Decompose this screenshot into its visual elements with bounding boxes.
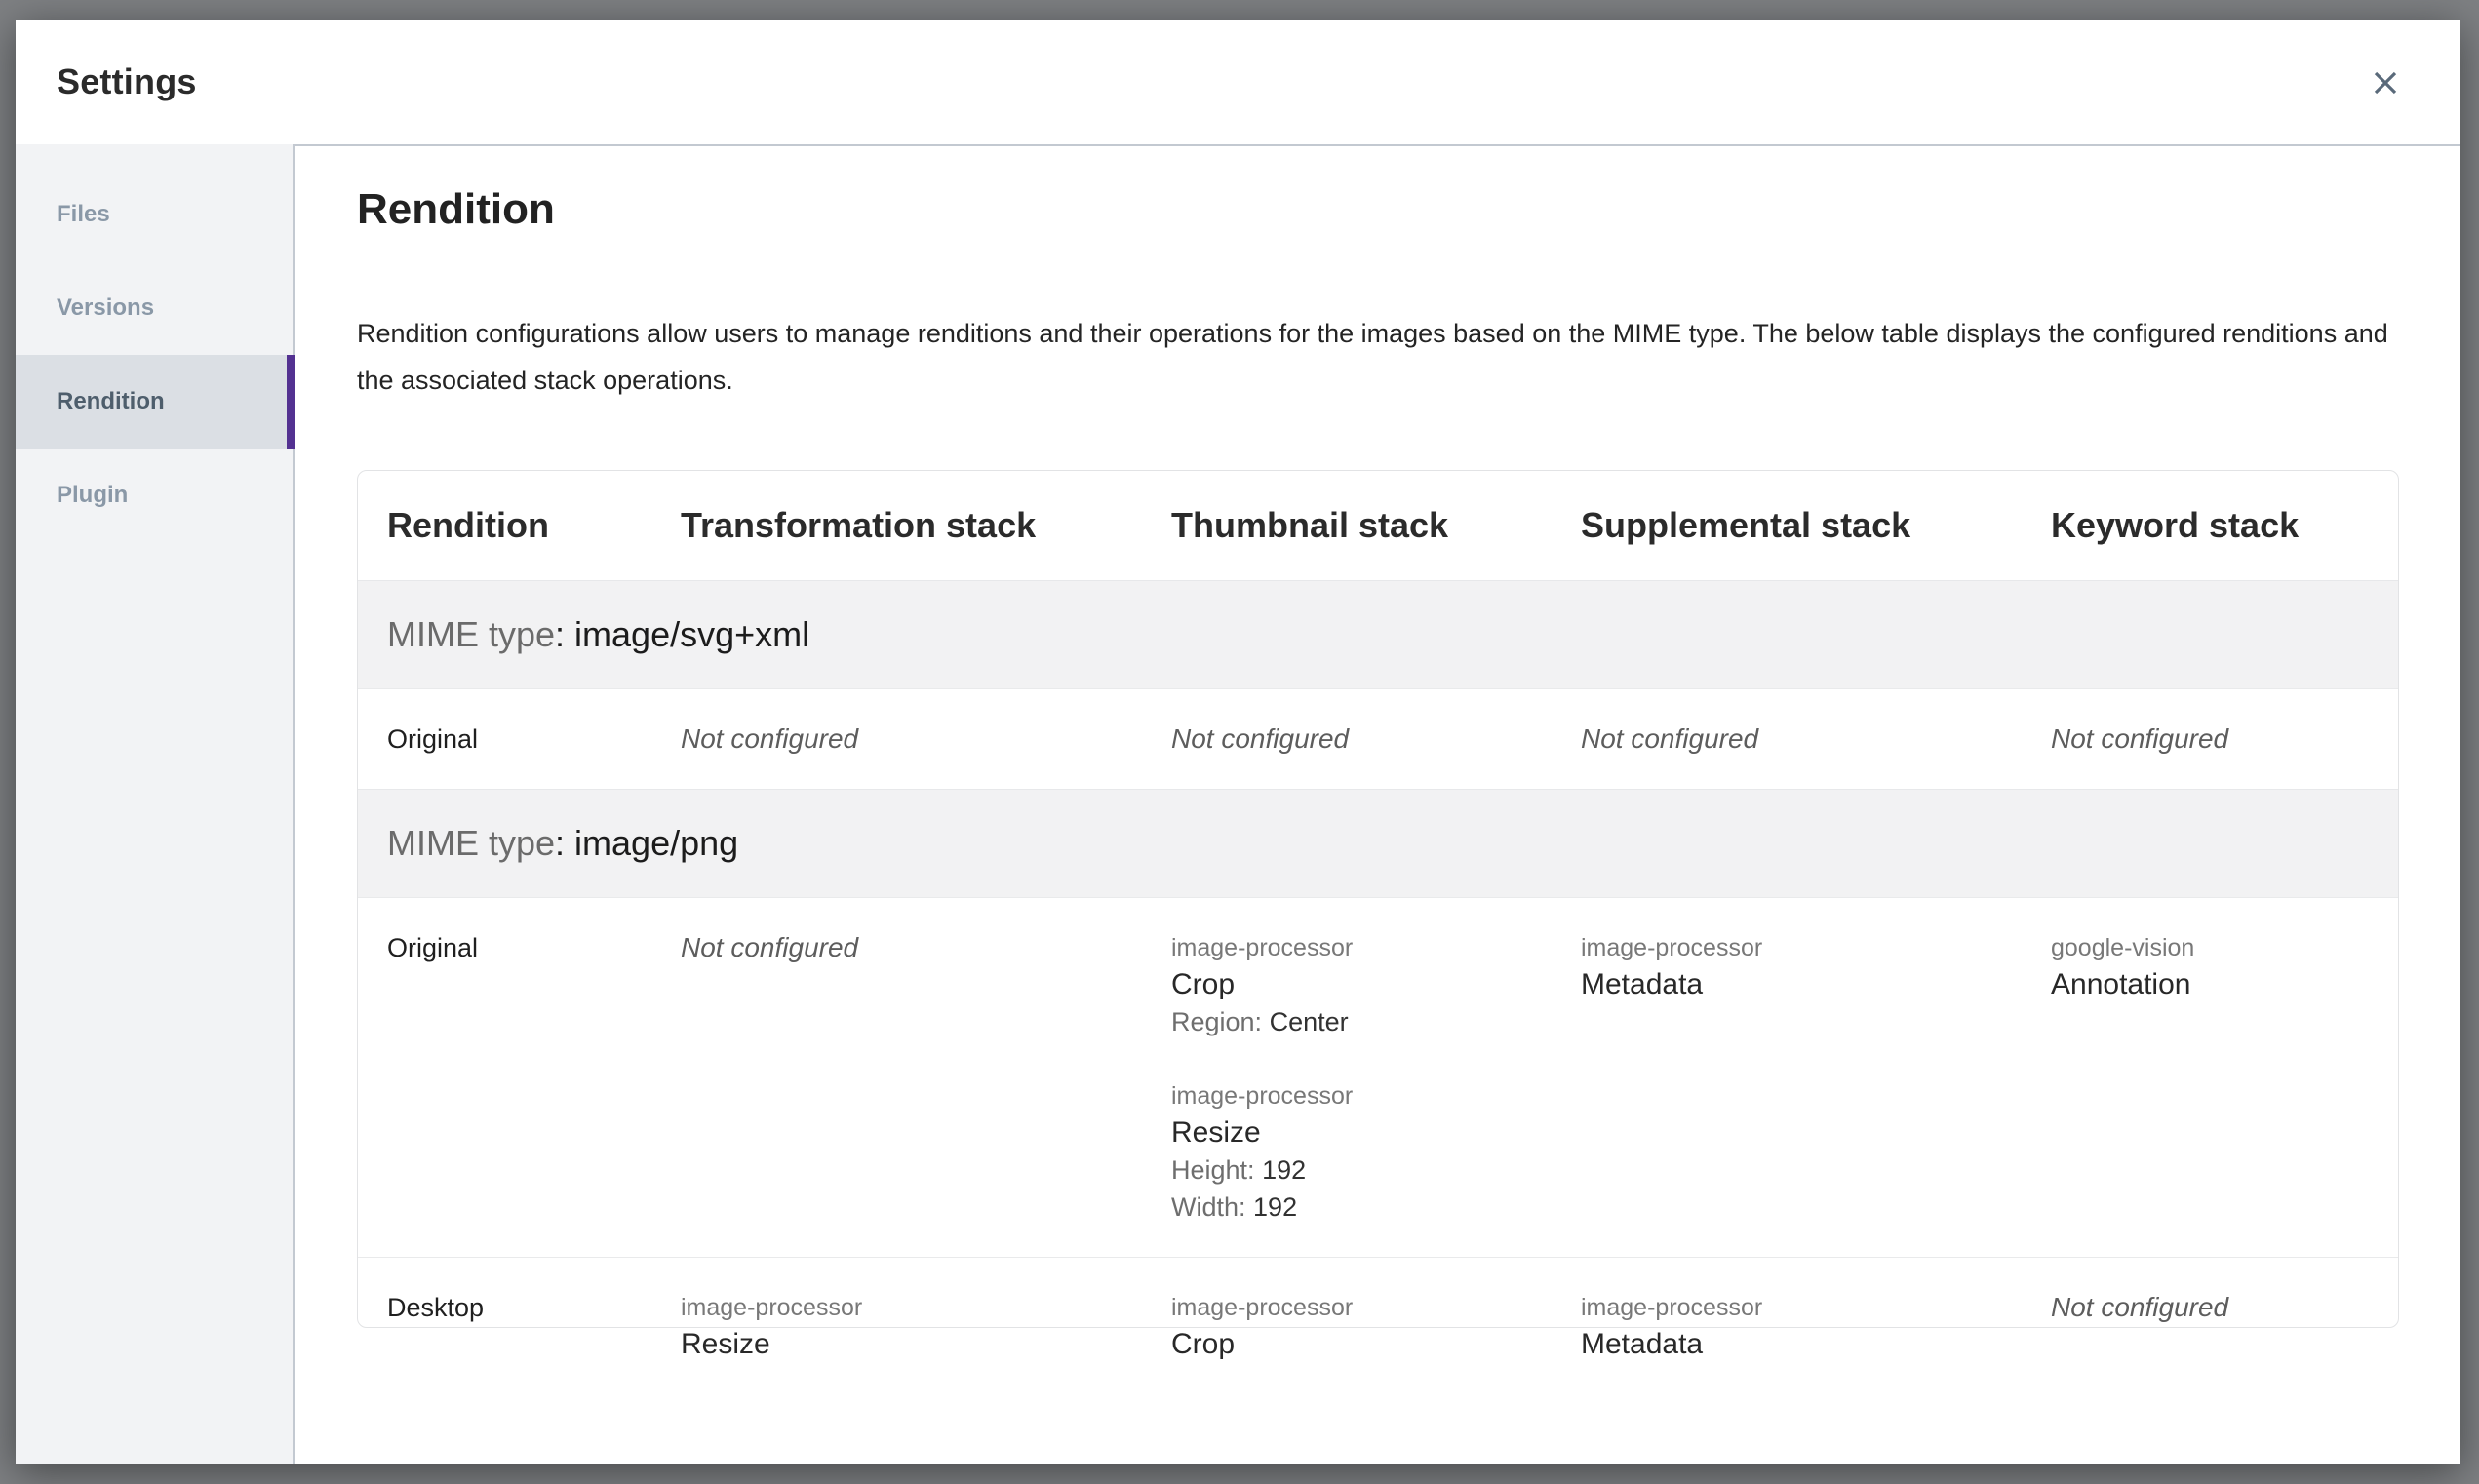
- stack-processor: image-processor: [1171, 1294, 1354, 1321]
- stack-operation: [1581, 1289, 2022, 1363]
- not-configured-label: Not configured: [2051, 723, 2229, 754]
- stack-cell: [651, 929, 1142, 1226]
- not-configured-label: Not configured: [1581, 723, 1759, 754]
- stack-cell: [1552, 721, 2022, 758]
- sidebar-item-files[interactable]: [16, 168, 293, 261]
- table-header-row: [358, 471, 2398, 580]
- stack-cell: [651, 1289, 1142, 1363]
- table-row: [358, 1257, 2398, 1394]
- rendition-name: Original: [387, 933, 479, 962]
- sidebar-item-label: Rendition: [57, 388, 165, 414]
- modal-body: [16, 144, 2460, 1464]
- stack-operation: [1171, 929, 1552, 1040]
- stack-processor: image-processor: [681, 1294, 863, 1321]
- sidebar-item-label: Versions: [57, 294, 155, 321]
- close-button[interactable]: [2369, 66, 2402, 99]
- mime-type-label: MIME type: [387, 823, 556, 863]
- stack-cell: [2022, 1289, 2398, 1363]
- column-header: Transformation stack: [681, 505, 1037, 545]
- not-configured-label: Not configured: [681, 723, 859, 754]
- mime-type-label: MIME type: [387, 614, 556, 654]
- stack-operation: [2051, 929, 2398, 1003]
- not-configured-label: Not configured: [1171, 723, 1350, 754]
- parameter-label: Width:: [1171, 1192, 1254, 1222]
- stack-operation: [681, 1289, 1142, 1363]
- stack-cell: [2022, 721, 2398, 758]
- stack-parameter: [1171, 1003, 1552, 1040]
- stack-processor: image-processor: [1581, 1294, 1763, 1321]
- mime-group-row: [358, 580, 2398, 688]
- active-indicator: [287, 355, 295, 449]
- table-row: [358, 688, 2398, 789]
- table-row: [358, 897, 2398, 1257]
- column-header: Rendition: [387, 505, 549, 545]
- modal-title: Settings: [57, 61, 197, 101]
- column-header: Keyword stack: [2051, 505, 2300, 545]
- rendition-name: Desktop: [387, 1293, 485, 1322]
- not-configured-label: Not configured: [681, 932, 859, 962]
- rendition-table[interactable]: [357, 470, 2399, 1360]
- page-description: Rendition configurations allow users to manage renditions and their operations for the images based on the MIME type. The below table displays the configured renditions and the associated stack operations.: [357, 319, 2388, 395]
- stack-operation-name: Metadata: [1581, 1328, 1704, 1360]
- sidebar-item-label: Plugin: [57, 482, 129, 508]
- stack-operation-name: Resize: [681, 1328, 770, 1360]
- settings-content-panel: [295, 144, 2460, 1464]
- mime-type-value: : image/png: [555, 823, 739, 863]
- sidebar-item-versions[interactable]: [16, 261, 293, 355]
- stack-cell: [651, 721, 1142, 758]
- settings-sidebar: [16, 144, 295, 1464]
- stack-operation: [1171, 1077, 1552, 1226]
- stack-operation-name: Annotation: [2051, 968, 2191, 1000]
- sidebar-item-plugin[interactable]: [16, 449, 293, 542]
- parameter-label: Height:: [1171, 1155, 1263, 1185]
- stack-cell: [2022, 929, 2398, 1226]
- stack-processor: google-vision: [2051, 934, 2195, 961]
- stack-processor: image-processor: [1171, 934, 1354, 961]
- page-title: Rendition: [357, 185, 555, 233]
- sidebar-item-label: Files: [57, 201, 110, 227]
- stack-parameter: [1171, 1152, 1552, 1189]
- parameter-label: Region:: [1171, 1007, 1270, 1036]
- stack-cell: [1142, 1289, 1552, 1363]
- stack-operation-name: Metadata: [1581, 968, 1704, 1000]
- settings-modal: [16, 20, 2460, 1464]
- column-header: Supplemental stack: [1581, 505, 1911, 545]
- sidebar-item-rendition[interactable]: [16, 355, 293, 449]
- stack-operation: [1581, 929, 2022, 1003]
- stack-cell: [1142, 721, 1552, 758]
- not-configured-label: Not configured: [2051, 1292, 2229, 1322]
- stack-processor: image-processor: [1171, 1082, 1354, 1110]
- stack-operation-name: Resize: [1171, 1116, 1261, 1149]
- stack-cell: [1142, 929, 1552, 1226]
- stack-cell: [1552, 929, 2022, 1226]
- mime-type-value: : image/svg+xml: [555, 614, 810, 654]
- parameter-value: 192: [1262, 1155, 1307, 1185]
- mime-group-row: [358, 789, 2398, 897]
- stack-operation: [1171, 1289, 1552, 1363]
- column-header: Thumbnail stack: [1171, 505, 1449, 545]
- parameter-value: Center: [1269, 1007, 1349, 1036]
- stack-operation-name: Crop: [1171, 1328, 1236, 1360]
- rendition-name: Original: [387, 724, 479, 754]
- stack-parameter: [1171, 1189, 1552, 1226]
- stack-operation-name: Crop: [1171, 968, 1236, 1000]
- stack-processor: image-processor: [1581, 934, 1763, 961]
- modal-header: [16, 20, 2460, 144]
- close-icon: [2371, 68, 2400, 98]
- stack-cell: [1552, 1289, 2022, 1363]
- parameter-value: 192: [1253, 1192, 1298, 1222]
